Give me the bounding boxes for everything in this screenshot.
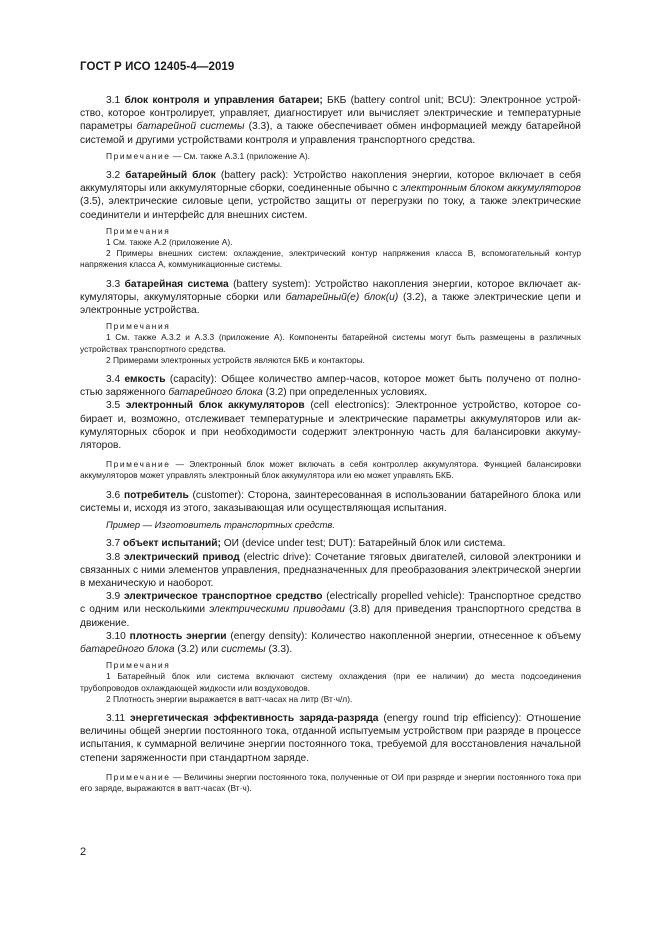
- document-header: ГОСТ Р ИСО 12405-4—2019: [80, 61, 235, 73]
- note-3-10-item-2: 2 Плотность энергии выражается в ватт-часах на литр (Вт·ч/л).: [106, 693, 353, 704]
- term-3-8: 3.8 электрический привод (electric drive): Сочетание тяговых двигателей, силовой электроники и связанных с ними элементов управления, предназначенных для преобразования электрической энергии в механическую и наоборот.: [80, 551, 581, 589]
- note-3-2-item-2: 2 Примеры внешних систем: охлаждение, электрический контур напряжения класса В, вспомогательный контур напряжения класса А, коммуникационные системы.: [80, 248, 581, 270]
- term-3-7: 3.7 объект испытаний; ОИ (device under test; DUT): Батарейный блок или система.: [106, 538, 506, 550]
- note-3-10-item-1: 1 Батарейный блок или система включают систему охлаждения (при ее наличии) до места подсоединения трубопроводов охлаждающей жидкости или воздуховодов.: [80, 671, 581, 693]
- note-3-3-item-1: 1 См. также А.3.2 и А.3.3 (приложение А). Компоненты батарейной системы могут быть размещены в различных устройствах транспортного средства.: [80, 332, 581, 354]
- term-3-1: 3.1 блок контроля и управления батареи; БКБ (battery control unit; BCU): Электронное устройство, которое контролирует, управляет, диагностирует или вычисляет электрические и температурные параметры батарейной системы (3.3), а также обеспечивает обмен информацией между батарейной системой и другими устройствами контроля и управления транспортного средства.: [80, 95, 581, 146]
- note-3-5: Примечание — Электронный блок может включать в себя контроллер аккумулятора. Функцией балансировки аккумуляторов может управлять электронный блок аккумулятора или ею может управлять БКБ.: [80, 459, 581, 481]
- term-3-11: 3.11 энергетическая эффективность заряда-разряда (energy round trip efficiency): Отношение величины общей энергии постоянного тока, отданной испытуемым устройством при разряде в процессе испытания, к суммарной величине энергии постоянного тока, требуемой для восстановления начальной степени заряженности при стандартном заряде.: [80, 712, 581, 764]
- notes-3-10-label: Примечания: [106, 660, 171, 671]
- page-number: 2: [80, 846, 87, 858]
- term-3-4: 3.4 емкость (capacity): Общее количество ампер-часов, которое может быть получено от полностью заряженного батарейного блока (3.2) при определенных условиях.: [80, 374, 582, 399]
- term-3-6: 3.6 потребитель (customer): Сторона, заинтересованная в использовании батарейного блока или системы и, исходя из этого, заказывающая или осуществляющая испытания.: [80, 489, 581, 514]
- document-body: [80, 94, 581, 794]
- term-3-5: 3.5 электронный блок аккумуляторов (cell electronics): Электронное устройство, которое собирает и, возможно, отслеживает температурные и электрические параметры аккумуляторов или аккумуляторных сборок и при необходимости содержит электронную часть для балансировки аккумуляторов.: [80, 400, 581, 452]
- notes-3-3-label: Примечания: [106, 321, 171, 332]
- example-3-6: Пример — Изготовитель транспортных средств.: [106, 519, 335, 531]
- notes-3-2-label: Примечания: [106, 225, 171, 236]
- note-3-1: Примечание — См. также А.3.1 (приложение А).: [106, 150, 310, 161]
- term-3-10: 3.10 плотность энергии (energy density): Количество накопленной энергии, отнесенное к объему батарейного блока (3.2) или системы (3.3).: [80, 630, 581, 655]
- term-3-3: 3.3 батарейная система (battery system): Устройство накопления энергии, которое включает аккумуляторы, аккумуляторные сборки или батарейный(е) блок(и) (3.2), а также электрические цепи и электронные устройства.: [80, 278, 581, 317]
- term-3-9: 3.9 электрическое транспортное средство (electrically propelled vehicle): Транспортное средство с одним или несколькими электрическими приводами (3.8) для приведения транспортного средства в движение.: [80, 591, 581, 629]
- note-3-3-item-2: 2 Примерами электронных устройств являются БКБ и контакторы.: [106, 354, 365, 365]
- note-3-11: Примечание — Величины энергии постоянного тока, полученные от ОИ при разряде и энергии постоянного тока при его заряде, выражаются в ватт-часах (Вт·ч).: [80, 771, 581, 793]
- term-3-2: 3.2 батарейный блок (battery pack): Устройство накопления энергии, которое включает в себя аккумуляторы или аккумуляторные сборки, соединенные обычно с электронным блоком аккумуляторов (3.5), электрические силовые цепи, устройство защиты от перегрузки по току, а также электрические соединители и интерфейс для внешних систем.: [80, 170, 581, 221]
- note-3-2-item-1: 1 См. также А.2 (приложение А).: [106, 237, 233, 248]
